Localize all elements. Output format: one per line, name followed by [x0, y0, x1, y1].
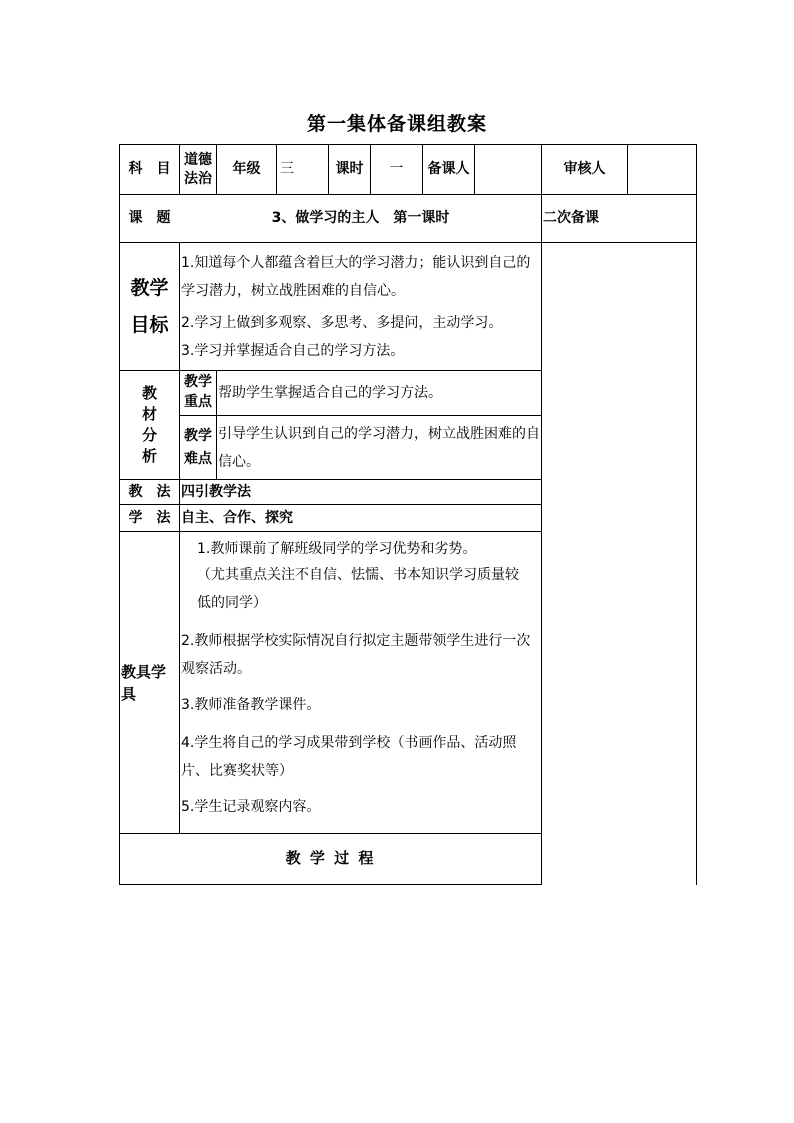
reviewer-value [629, 145, 695, 194]
tool-item-3: 3.教师准备教学课件。 [181, 697, 321, 713]
subject-value: 道德法治 [184, 152, 212, 187]
topic-value: 3、做学习的主人 第一课时 [271, 210, 450, 227]
grade-label: 年级 [232, 161, 261, 178]
period-label: 课时 [335, 161, 364, 178]
difficulty-label: 教学难点 [184, 428, 212, 467]
page-title: 第一集体备课组教案 [306, 113, 487, 135]
analysis-label-c3: 分 [141, 426, 157, 444]
learning-method-label: 学 法 [128, 509, 171, 526]
teaching-method-label: 教 法 [128, 483, 171, 500]
tools-content [181, 537, 540, 819]
topic-label: 课 题 [128, 210, 171, 227]
tools-label: 教具学具 [121, 662, 167, 703]
difficulty-value: 引导学生认识到自己的学习潜力，树立战胜困难的自信心。 [218, 425, 540, 470]
period-value: 一 [389, 161, 404, 178]
process-heading: 教 学 过 程 [285, 849, 376, 868]
key-point-value: 帮助学生掌握适合自己的学习方法。 [218, 384, 442, 401]
objectives-label-line1: 教学 [130, 277, 169, 300]
objectives-label [120, 243, 179, 370]
tool-item-1: 1.教师课前了解班级同学的学习优势和劣势。 [197, 541, 477, 557]
tool-item-1-note: （尤其重点关注不自信、怯懦、书本知识学习质量较低的同学） [197, 567, 519, 611]
tool-item-5: 5.学生记录观察内容。 [181, 799, 321, 815]
analysis-label [120, 371, 179, 479]
preparer-value [476, 145, 540, 194]
analysis-label-c2: 材 [141, 405, 157, 423]
preparer-label: 备课人 [427, 161, 470, 178]
objective-1: 1.知道每个人都蕴含着巨大的学习潜力；能认识到自己的学习潜力，树立战胜困难的自信心。 [181, 255, 531, 299]
analysis-label-c1: 教 [141, 384, 157, 402]
subject-label: 科 目 [128, 161, 171, 178]
tool-item-4: 4.学生将自己的学习成果带到学校（书画作品、活动照片、比赛奖状等） [181, 735, 517, 779]
teaching-method-value: 四引教学法 [181, 483, 251, 500]
tool-item-2: 2.教师根据学校实际情况自行拟定主题带领学生进行一次观察活动。 [181, 633, 531, 677]
objective-2: 2.学习上做到多观察、多思考、多提问，主动学习。 [181, 315, 503, 331]
key-point-label: 教学重点 [184, 374, 212, 410]
grade-value: 三 [280, 161, 294, 178]
learning-method-value: 自主、合作、探究 [181, 509, 293, 526]
objectives-content [181, 249, 540, 363]
reviewer-label: 审核人 [563, 161, 606, 178]
analysis-label-c4: 析 [141, 447, 157, 465]
objective-3: 3.学习并掌握适合自己的学习方法。 [181, 343, 405, 359]
objectives-label-line2: 目标 [130, 313, 169, 336]
second-prep-label: 二次备课 [543, 210, 599, 227]
